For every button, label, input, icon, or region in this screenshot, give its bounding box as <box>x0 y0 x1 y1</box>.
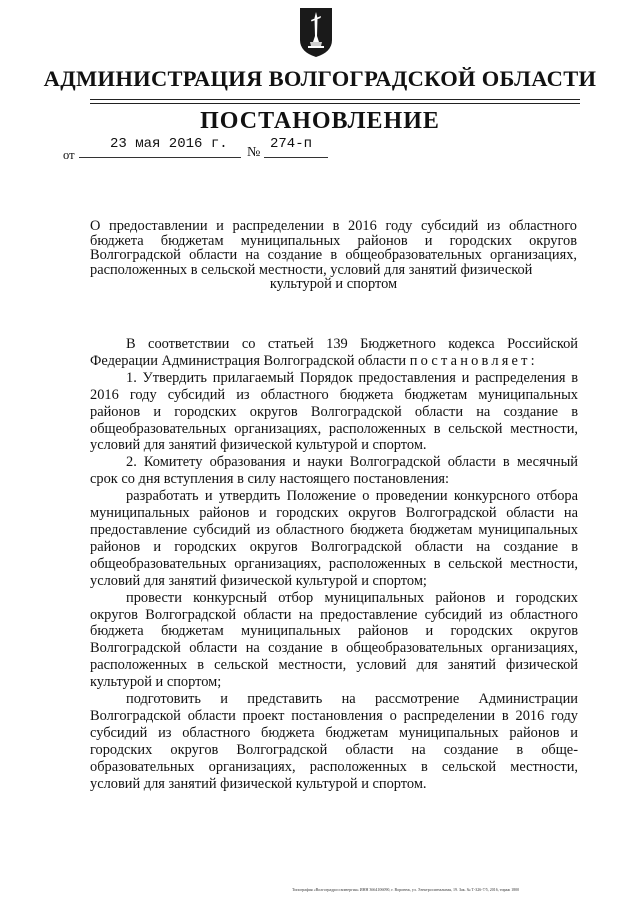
document-type-heading: ПОСТАНОВЛЕНИЕ <box>200 108 440 134</box>
coat-of-arms-icon <box>298 6 334 58</box>
preamble-text: В соответствии со статьей 139 Бюджетного кодекса Российской Федерации Администрация Волгоградской области <box>90 336 578 369</box>
date-from-label: от <box>63 148 75 162</box>
header-rule-top <box>90 99 580 100</box>
task-conduct-paragraph: провести конкурсный отбор муниципальных районов и городских округов Волгоградской области на предоставление субсидий из областного бюджета бюджетам муниципальных районов и городских округов Волгоградской области на создание в общеобразовательных организациях, расположенных в сельской местности, условий для занятий физической культурой и спортом; <box>90 589 578 691</box>
document-number: 274-п <box>270 136 313 152</box>
printer-imprint: Типография «Волгоградроссмэнергия» ИНН 3664106090, г. Воронеж, ул. Электросигнальная, 19. Зак. № Т-326-7/5, 2016, тираж 1800 <box>292 887 520 892</box>
number-underline <box>264 157 328 158</box>
document-body <box>90 336 578 792</box>
document-date: 23 мая 2016 г. <box>110 136 228 152</box>
preamble-resolves: постановляет: <box>409 352 538 369</box>
task-prepare-paragraph: подготовить и представить на рассмотрение Администрации Волгоградской области проект постановления о распределении в 2016 году субсидий из областного бюджета бюджетам муниципальных районов и городских округов Волгоградской области на создание в обще-образовательных организациях, расположенных в сельской местности, условий для занятий физической культурой и спортом. <box>90 691 578 792</box>
subject-text-end: культурой и спортом <box>269 276 398 293</box>
document-subject <box>90 219 577 292</box>
item-1-paragraph: 1. Утвердить прилагаемый Порядок предоставления и распределения в 2016 году субсидий из областного бюджета бюджетам муниципальных районов и городских округов Волгоградской области на создание в общеобразовательных организациях, расположенных в сельской местности, условий для занятий физической культурой и спортом. <box>90 369 578 454</box>
item-2-paragraph: 2. Комитету образования и науки Волгоградской области в месячный срок со дня вступления в силу настоящего постановления: <box>90 454 578 488</box>
preamble-paragraph <box>90 336 578 370</box>
task-develop-paragraph: разработать и утвердить Положение о проведении конкурсного отбора муниципальных районов и городских округов Волгоградской области на предоставление субсидий из областного бюджета бюджетам муниципальных районов и городских округов Волгоградской области на создание в общеобразовательных организациях, расположенных в сельской местности, условий для занятий физической культурой и спортом; <box>90 488 578 589</box>
subject-text: О предоставлении и распределении в 2016 году субсидий из областного бюджета бюджетам муниципальных районов и городских округов Волгоградской области на создание в общеобразовательных организациях, расположенных в сельской местности, условий для занятий физической <box>90 218 577 278</box>
number-label: № <box>247 145 261 160</box>
date-underline <box>79 157 241 158</box>
header-rule-bottom <box>90 103 580 104</box>
organization-title: АДМИНИСТРАЦИЯ ВОЛГОГРАДСКОЙ ОБЛАСТИ <box>43 66 597 91</box>
